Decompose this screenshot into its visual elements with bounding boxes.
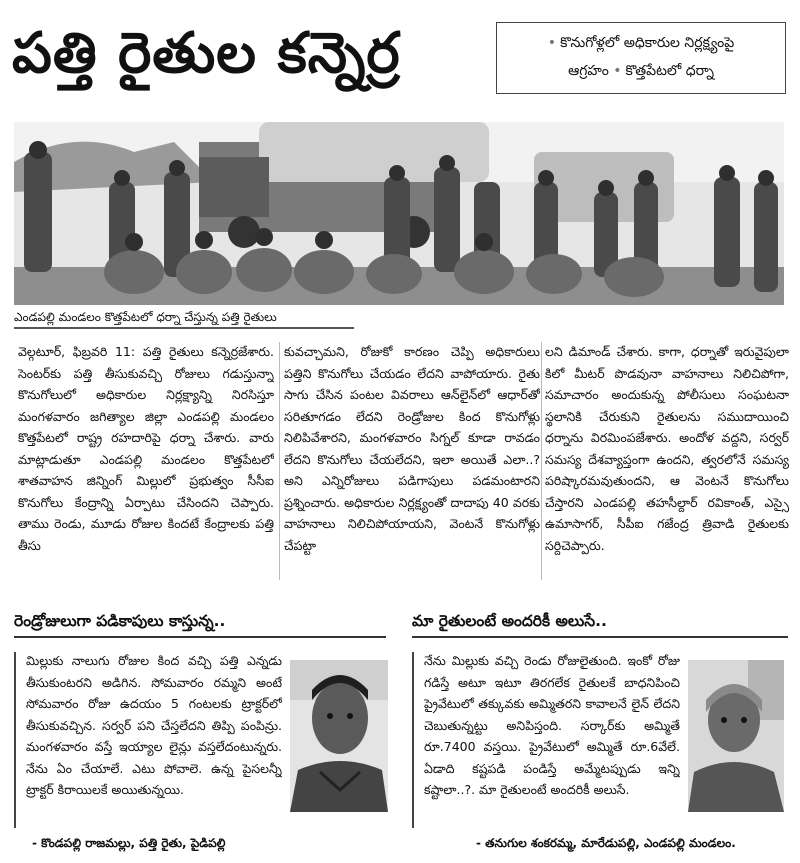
column-divider	[279, 342, 280, 580]
article-column-1: వెల్గటూర్, ఫిబ్రవరి 11: పత్తి రైతులు కన్నెర్రజేశారు. సెంటర్‌కు పత్తి తీసుకువచ్చి రోజులు గడుస్తున్నా కొనుగోలులో అధికారుల నిర్లక్ష్యాన్ని నిరసిస్తూ మంగళవారం జగిత్యాల జిల్లా ఎండపల్లి మండలం కొత్తపేటలో రాష్ట్ర రహదారిపై ధర్నా చేశారు. వారు మాట్లాడుతూ ఎండపల్లి మండలం కొత్తపేటలో శాతవాహన జిన్నింగ్ మిల్లులో ప్రభుత్వం సీసీఐ కొనుగోలు కేంద్రాన్ని ఏర్పాటు చేసిందని చెప్పారు. తాము రెండు, మూడు రోజుల కిందటే కేంద్రాలకు పత్తి తీసు	[18, 344, 274, 553]
bullet-icon: •	[613, 63, 622, 79]
quote-left-title: రెండ్రోజులుగా పడికాపులు కాస్తున్న..	[14, 612, 226, 630]
protest-photo	[14, 122, 784, 305]
subheadline-line-2: ఆగ్రహం • కొత్తపేటలో ధర్నా	[568, 63, 714, 79]
column-divider	[541, 342, 542, 580]
quote-left-rule	[14, 636, 386, 638]
quote-right-rule	[412, 636, 788, 638]
quote-left-text: మిల్లుకు నాలుగు రోజుల కింద వచ్చి పత్తి ఎన్నడు తీసుకుంటరని అడిగిన. సోమవారం రమ్మని అంటే సోమవారం రోజు ఉదయం 5 గంటలకు ట్రాక్టర్‌లో తీసుకువచ్చిన. సర్వర్ పని చేస్తలేదని తిప్పి పంపిన్రు. మంగళవారం వస్తే ఇయ్యాల లైన్లు వస్తలేదంటున్నరు. నేను ఏం చేయాలే. ఎటు పోవాలె. ఉన్న పైసలన్నీ ట్రాక్టర్ కిరాయిలకే అయితున్నయి.	[26, 653, 282, 797]
bullet-icon: •	[547, 35, 557, 51]
quote-right-sidebar	[412, 652, 414, 828]
farmer-portrait-graphic	[290, 660, 388, 812]
woman-farmer-portrait	[688, 660, 784, 812]
woman-farmer-portrait-graphic	[688, 660, 784, 812]
quote-right-credit: - తనుగుల శంకరమ్మ, మారేడుపల్లి, ఎండపల్లి మండలం.	[476, 836, 736, 850]
subheadline-line-1: • కొనుగోళ్లలో అధికారుల నిర్లక్ష్యంపై	[547, 35, 735, 51]
headline: పత్తి రైతుల కన్నెర్ర	[12, 21, 401, 86]
article-column-3: లని డిమాండ్ చేశారు. కాగా, ధర్నాతో ఇరువైపులా కిలో మీటర్ పొడవునా వాహనాలు నిలిచిపోగా, సమాచారం అందుకున్న పోలీసులు సంఘటనా స్థలానికి చేరుకుని రైతులను సముదాయించి ధర్నాను విరమింపజేశారు. అందోళ వద్దని, సర్వర్ సమస్య దేశవ్యాప్తంగా ఉందని, త్వరలోనే సమస్య పరిష్కారమవుతుందని, ఆ వెంటనే కొనుగోలు చేస్తారని ఎండపల్లి తహసీల్దార్ రవికాంత్, ఎస్సై ఉమాసాగర్, సీపీఐ గజేంద్ర త్రివాడి రైతులకు సర్దిచెప్పారు.	[545, 344, 789, 553]
quote-left-sidebar	[14, 652, 16, 828]
subheadline-box	[496, 22, 786, 94]
article-column-2: కువచ్చామని, రోజుకో కారణం చెప్పి అధికారులు పత్తిని కొనుగోలు చేయడం లేదని వాపోయారు. రైతు సాగు చేసిన పంటల వివరాలు ఆన్‌లైన్‌లో ఆధార్‌తో సరితూగడం లేదని రెండ్రోజుల కింద కొనుగోళ్లు నిలిపివేశారని, మంగళవారం సిగ్నల్ కూడా రావడం లేదని కొనుగోలు చేయలేదని, ఇలా అయితే ఎలా..? అని ఎన్నిరోజులు పడిగాపులు పడమంటారని ప్రశ్నించారు. అధికారుల నిర్లక్ష్యంతో దాదాపు 40 వరకు వాహనాలు నిలిచిపోయాయని, వెంటనే కొనుగోళ్లు చేపట్టా	[284, 344, 540, 553]
photo-caption: ఎండపల్లి మండలం కొత్తపేటలో ధర్నా చేస్తున్న పత్తి రైతులు	[14, 307, 354, 329]
farmer-portrait	[290, 660, 388, 812]
quote-left-credit: - కొండపల్లి రాజమల్లు, పత్తి రైతు, పైడిపల్లి	[32, 836, 226, 850]
quote-right-title: మా రైతులంటే అందరికీ అలుసే..	[412, 612, 607, 630]
protest-photo-graphic	[14, 122, 784, 305]
quote-right-text: నేను మిల్లుకు వచ్చి రెండు రోజులైతుంది. ఇంకో రోజు గడిస్తే అటూ ఇటూ తిరగలేక రైతులకే బాధనిపించి ప్రైవేటులో తక్కువకు అమ్మితరని కావాలనే లైన్ లేదని చెబుతున్నట్టు అనిపిస్తంది. సర్కార్‌కు అమ్మితే రూ.7400 వస్తయి. ప్రైవేటులో అమ్మితే రూ.6వేలే. ఏడాది కష్టపడి పండిస్తే అమ్మేటప్పుడు ఇన్ని కష్టాలా..?. మా రైతులంటే అందరికీ అలుసే.	[424, 653, 680, 797]
